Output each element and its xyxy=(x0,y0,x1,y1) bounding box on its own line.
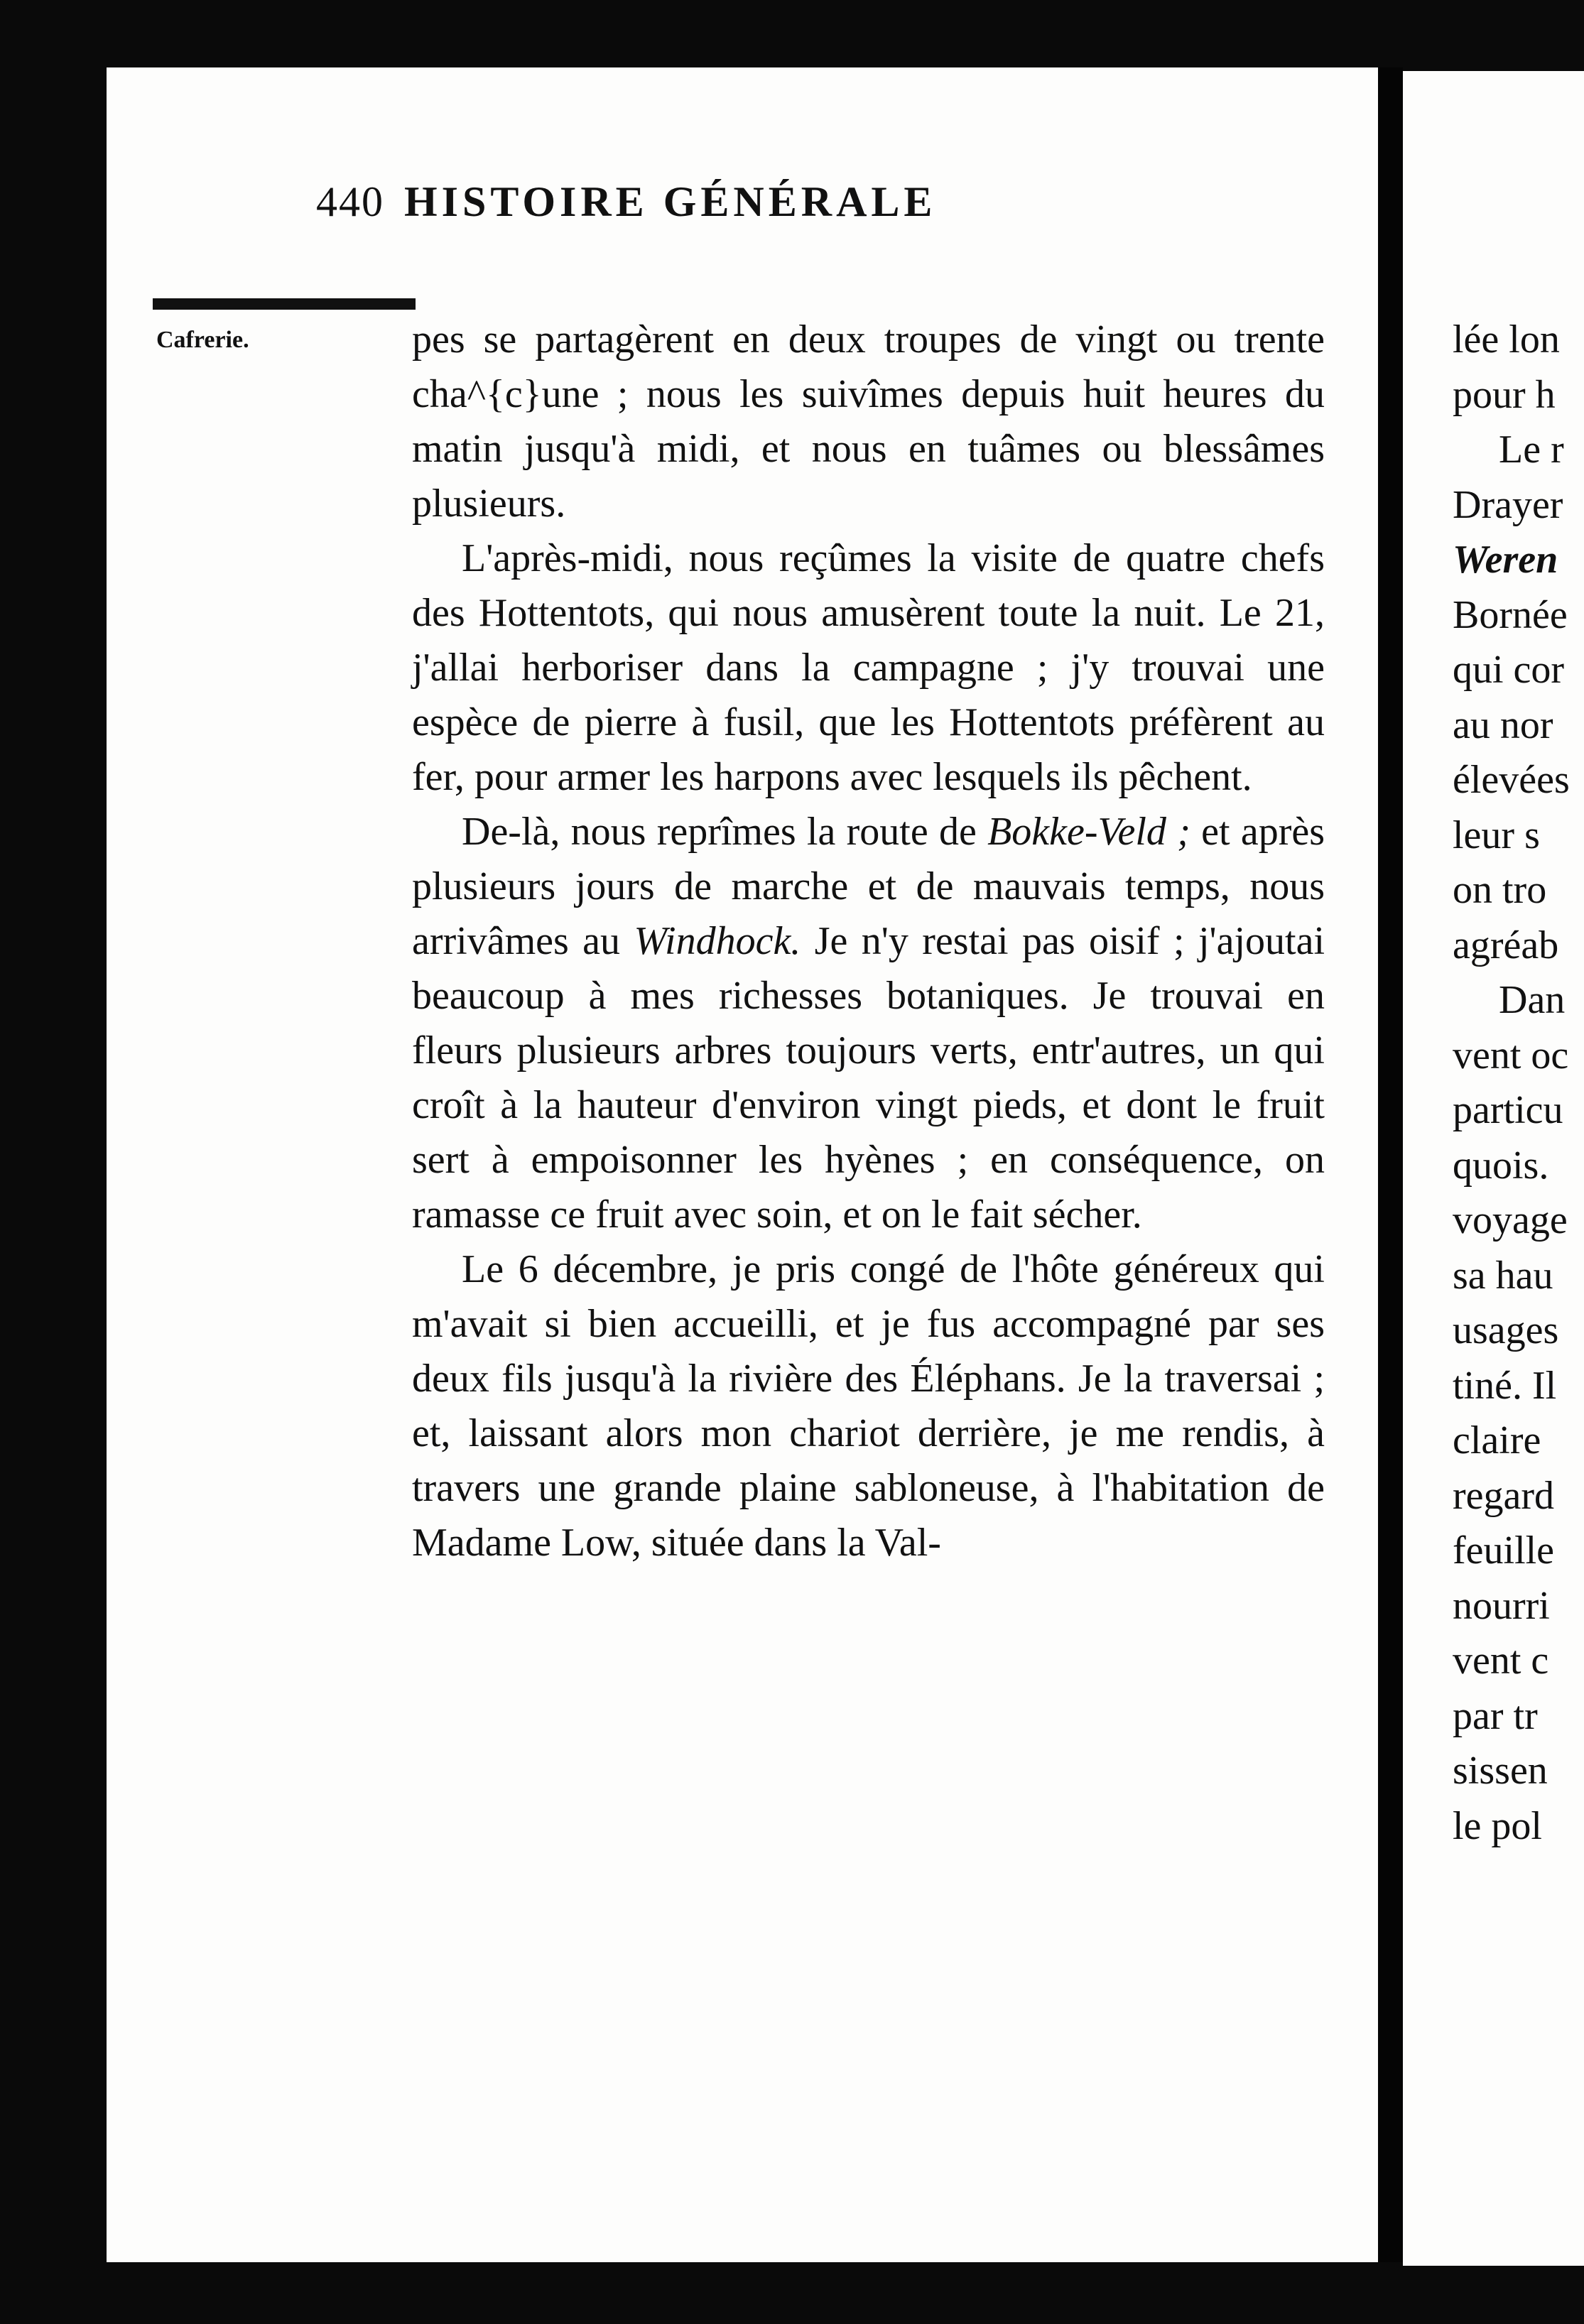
right-line: au nor xyxy=(1453,702,1553,747)
right-line: qui cor xyxy=(1453,648,1565,692)
right-line: élevées xyxy=(1453,758,1570,802)
right-line: quois. xyxy=(1453,1143,1549,1188)
right-line: leur s xyxy=(1453,813,1540,857)
paragraph-3 xyxy=(412,805,1325,1242)
paragraph-3-text: De-là, nous reprîmes la route de xyxy=(462,810,988,854)
right-line: par tr xyxy=(1453,1693,1538,1738)
right-line: claire xyxy=(1453,1418,1541,1462)
body-text xyxy=(412,313,1325,1570)
right-line: Le r xyxy=(1499,428,1564,472)
right-line: on tro xyxy=(1453,868,1547,912)
right-line: usages xyxy=(1453,1308,1559,1352)
paragraph-3-text: Je n'y restai pas oisif ; j'ajoutai beaucoup à mes richesses botaniques. Je trouvai en fleurs plusieurs arbres toujours verts, entr'autres, un qui croît à la hauteur d'environ vingt pieds, et dont le fruit sert à empoisonner les hyènes ; en conséquence, on ramasse ce fruit avec soin, et on le fait sécher. xyxy=(412,919,1325,1237)
right-line: regard xyxy=(1453,1473,1555,1518)
paragraph-1: pes se partagèrent en deux troupes de vingt ou trente cha^{c}une ; nous les suivîmes depuis huit heures du matin jusqu'à midi, et nous en tuâmes ou blessâmes plusieurs. xyxy=(412,317,1325,526)
right-line: Weren xyxy=(1453,538,1558,582)
right-line: Drayer xyxy=(1453,482,1563,527)
paragraph-2: L'après-midi, nous reçûmes la visite de quatre chefs des Hottentots, qui nous amusèrent toute la nuit. Le 21, j'allai herboriser dans la campagne ; j'y trouvai une espèce de pierre à fusil, que les Hottentots préfèrent au fer, pour armer les harpons avec lesquels ils pêchent. xyxy=(412,536,1325,799)
right-line: feuille xyxy=(1453,1528,1555,1573)
right-line: particu xyxy=(1453,1088,1563,1132)
place-name-windhock: Windhock. xyxy=(634,919,801,963)
right-line: voyage xyxy=(1453,1198,1568,1242)
right-line: lée lon xyxy=(1453,317,1560,362)
right-line: Bornée xyxy=(1453,592,1568,637)
right-line: le pol xyxy=(1453,1803,1542,1848)
right-line: sa hau xyxy=(1453,1253,1553,1298)
right-line: agréab xyxy=(1453,923,1559,967)
margin-note: Cafrerie. xyxy=(156,327,249,353)
right-line: sissen xyxy=(1453,1749,1548,1793)
place-name-bokke-veld: Bokke-Veld ; xyxy=(987,810,1190,854)
right-line: Dan xyxy=(1499,978,1566,1022)
book-gutter xyxy=(1378,67,1403,2262)
right-line: nourri xyxy=(1453,1583,1550,1628)
right-line: tiné. Il xyxy=(1453,1363,1557,1408)
right-line: vent oc xyxy=(1453,1033,1569,1077)
running-header xyxy=(316,178,1254,241)
page-number: 440 xyxy=(316,178,384,225)
right-line: vent c xyxy=(1453,1639,1549,1683)
paragraph-4: Le 6 décembre, je pris congé de l'hôte généreux qui m'avait si bien accueilli, et je fus accompagné par ses deux fils jusqu'à la rivière des Éléphans. Je la traversai ; et, laissant alors mon chariot derrière, je me rendis, à travers une grande plaine sabloneuse, à l'habitation de Madame Low, située dans la Val- xyxy=(412,1247,1325,1565)
paragraph-3-text: et après plusieurs jours de marche et de mauvais temps, nous arrivâmes au xyxy=(412,810,1325,963)
margin-rule xyxy=(153,298,416,310)
page-title: HISTOIRE GÉNÉRALE xyxy=(404,178,937,225)
right-line: pour h xyxy=(1453,372,1556,417)
right-page-text xyxy=(1453,313,1584,1854)
